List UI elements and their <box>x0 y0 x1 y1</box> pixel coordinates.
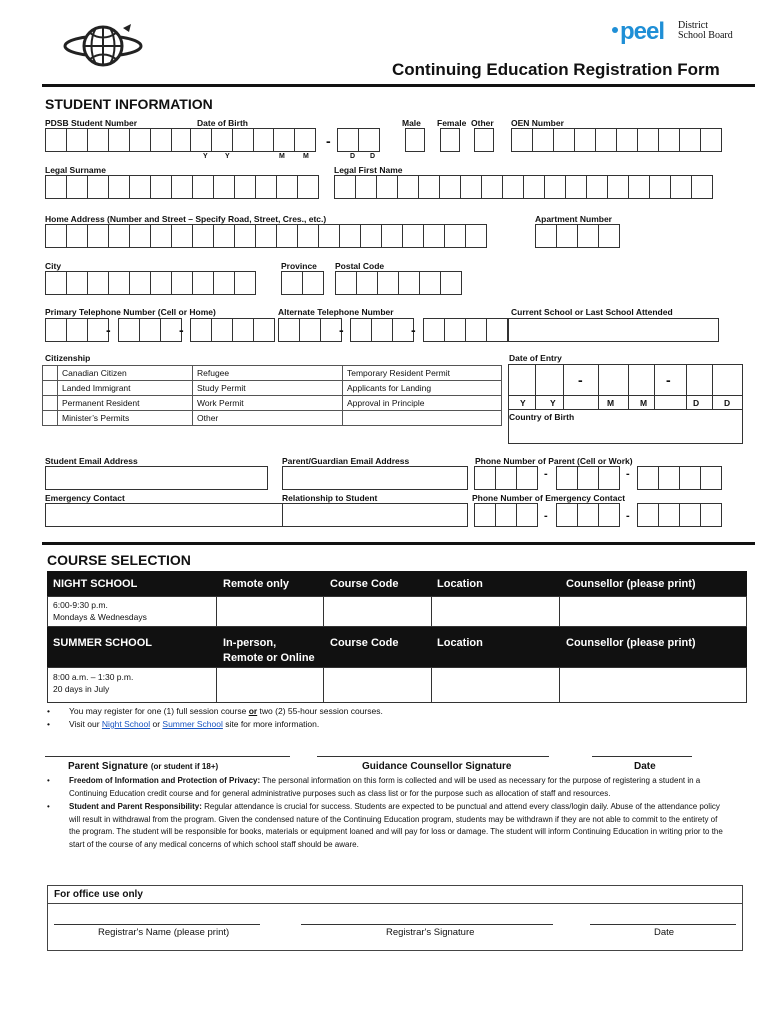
header-rule <box>42 84 755 87</box>
entry-m2: M <box>640 398 648 408</box>
dash: - <box>544 510 548 522</box>
entry-d2: D <box>724 398 731 408</box>
citizenship-option: Refugee <box>193 366 343 381</box>
office-date-line[interactable] <box>590 924 736 925</box>
parent-phone-label: Phone Number of Parent (Cell or Work) <box>475 456 633 466</box>
night-remote-label: Remote only <box>223 578 290 590</box>
apartment-label: Apartment Number <box>535 214 612 224</box>
surname-label: Legal Surname <box>45 165 106 175</box>
dash: - <box>411 322 416 338</box>
relationship-label: Relationship to Student <box>282 493 378 503</box>
alt-phone-label: Alternate Telephone Number <box>278 307 394 317</box>
dob-y2: Y <box>225 153 230 160</box>
dob-d2: D <box>370 153 376 160</box>
citizenship-option: Other <box>193 411 343 426</box>
province-boxes[interactable] <box>281 271 323 295</box>
night-time: 6:00-9:30 p.m. <box>53 600 108 610</box>
citizenship-checkbox[interactable] <box>43 381 58 396</box>
emergency-phone-area[interactable] <box>474 503 537 527</box>
course-note-1: • You may register for one (1) full session course or two (2) 55-hour session courses. <box>45 705 745 718</box>
night-location-label: Location <box>437 578 483 590</box>
night-school-link[interactable]: Night School <box>101 719 151 729</box>
primary-phone-label: Primary Telephone Number (Cell or Home) <box>45 307 216 317</box>
night-counsellor-label: Counsellor (please print) <box>566 578 696 590</box>
parent-signature-label: Parent Signature (or student if 18+) <box>68 761 219 772</box>
entry-d1: D <box>693 398 700 408</box>
citizenship-option: Temporary Resident Permit <box>343 366 502 381</box>
summer-counsellor-cell[interactable] <box>560 668 746 702</box>
summer-time: 8:00 a.m. – 1:30 p.m. <box>53 672 134 682</box>
dob-label: Date of Birth <box>197 118 248 128</box>
responsibility-note: • Student and Parent Responsibility: Regular attendance is crucial for success. Students are expected to be punctual and attend every class/login daily. Abuse of the attendance policy will result in withdrawal from the program. Given the condensed nature of the Continuing Education program, students may be withdrawn if they are not able to commit to the entirety of the program. The student will be responsible for books, materials or equipment loaned and will pay for loss or damage. The student will inform Continuing Education in writing prior to the start of the course of any medical concerns of which school staff should be aware. <box>45 801 725 851</box>
parent-phone-prefix[interactable] <box>556 466 619 490</box>
emergency-contact-label: Emergency Contact <box>45 493 125 503</box>
parent-phone-line[interactable] <box>637 466 721 490</box>
summer-mode-line1: In-person, <box>223 637 277 649</box>
course-note-2: • Visit our Night School or Summer School site for more information. <box>45 718 745 731</box>
registrar-name-line[interactable] <box>54 924 260 925</box>
citizenship-option: Approval in Principle <box>343 396 502 411</box>
summer-location-cell[interactable] <box>432 668 559 702</box>
emergency-contact-field[interactable] <box>45 503 296 527</box>
peel-logo-text: peel <box>620 18 665 45</box>
student-info-heading: STUDENT INFORMATION <box>45 96 213 112</box>
office-date-label: Date <box>654 927 675 938</box>
citizenship-option: Work Permit <box>193 396 343 411</box>
summer-course-code-label: Course Code <box>330 637 399 649</box>
night-location-cell[interactable] <box>432 597 559 626</box>
date-of-entry-label: Date of Entry <box>509 353 562 363</box>
citizenship-checkbox[interactable] <box>43 411 58 426</box>
female-checkbox[interactable] <box>440 128 460 152</box>
guidance-signature-label: Guidance Counsellor Signature <box>362 761 512 772</box>
signature-date-label: Date <box>634 761 656 772</box>
dash: - <box>106 322 111 338</box>
address-boxes[interactable] <box>45 224 486 248</box>
dash: - <box>339 322 344 338</box>
postal-boxes[interactable] <box>335 271 461 295</box>
citizenship-option <box>343 411 502 426</box>
emergency-phone-line[interactable] <box>637 503 721 527</box>
citizenship-option: Landed Immigrant <box>58 381 193 396</box>
citizenship-option: Applicants for Landing <box>343 381 502 396</box>
city-label: City <box>45 261 62 271</box>
summer-course-code-cell[interactable] <box>324 668 431 702</box>
parent-email-field[interactable] <box>282 466 468 490</box>
student-email-field[interactable] <box>45 466 268 490</box>
citizenship-option: Study Permit <box>193 381 343 396</box>
citizenship-checkbox[interactable] <box>43 366 58 381</box>
dob-month-boxes[interactable] <box>273 128 315 152</box>
summer-school-row <box>47 667 747 703</box>
entry-y1: Y <box>520 398 526 408</box>
male-checkbox[interactable] <box>405 128 425 152</box>
oen-label: OEN Number <box>511 118 564 128</box>
pdsb-number-boxes[interactable] <box>45 128 192 152</box>
peel-logo-line1: District <box>678 20 708 31</box>
course-selection-heading: COURSE SELECTION <box>47 552 191 568</box>
night-counsellor-cell[interactable] <box>560 597 746 626</box>
night-course-code-label: Course Code <box>330 578 399 590</box>
summer-mode-cell[interactable] <box>217 668 323 702</box>
citizenship-checkbox[interactable] <box>43 396 58 411</box>
office-use-box <box>47 885 743 951</box>
night-school-row <box>47 596 747 627</box>
date-of-entry-field[interactable] <box>508 364 743 410</box>
emergency-phone-label: Phone Number of Emergency Contact <box>472 493 626 503</box>
other-label: Other <box>471 118 494 128</box>
peel-logo-line2: School Board <box>678 30 733 41</box>
date-signature-line[interactable] <box>592 756 692 757</box>
other-checkbox[interactable] <box>474 128 494 152</box>
alt-phone-line[interactable] <box>423 318 507 342</box>
dash: - <box>179 322 184 338</box>
summer-school-link[interactable]: Summer School <box>162 719 223 729</box>
foi-note: • Freedom of Information and Protection of Privacy: The personal information on this form is collected and will be used as necessary for the purpose of registering a student in a Continuing Education credit course and for general administrative purposes such as class list or for the purpose such as allocation of staff and resources. <box>45 775 725 800</box>
alt-phone-prefix[interactable] <box>350 318 413 342</box>
night-remote-cell[interactable] <box>217 597 323 626</box>
citizenship-label: Citizenship <box>45 353 91 363</box>
alt-phone-area[interactable] <box>278 318 341 342</box>
city-boxes[interactable] <box>45 271 255 295</box>
province-label: Province <box>281 261 317 271</box>
first-name-label: Legal First Name <box>334 165 403 175</box>
male-label: Male <box>402 118 421 128</box>
parent-phone-area[interactable] <box>474 466 537 490</box>
dash: - <box>666 372 671 388</box>
registrar-name-label: Registrar's Name (please print) <box>98 927 230 938</box>
citizenship-option: Minister’s Permits <box>58 411 193 426</box>
course-notes <box>45 705 745 731</box>
pdsb-number-label: PDSB Student Number <box>45 118 138 128</box>
dob-d1: D <box>350 153 356 160</box>
peel-logo <box>612 18 742 48</box>
dob-m1: M <box>279 153 285 160</box>
dob-year-boxes[interactable] <box>190 128 274 152</box>
parent-signature-line[interactable] <box>45 756 290 757</box>
night-school-header <box>47 571 747 597</box>
form-title: Continuing Education Registration Form <box>392 60 720 79</box>
apartment-boxes[interactable] <box>535 224 619 248</box>
primary-phone-area[interactable] <box>45 318 108 342</box>
postal-label: Postal Code <box>335 261 385 271</box>
registrar-signature-label: Registrar's Signature <box>386 927 475 938</box>
night-course-code-cell[interactable] <box>324 597 431 626</box>
first-name-boxes[interactable] <box>334 175 712 199</box>
summer-school-label: SUMMER SCHOOL <box>53 637 152 649</box>
summer-location-label: Location <box>437 637 483 649</box>
citizenship-option: Permanent Resident <box>58 396 193 411</box>
primary-phone-line[interactable] <box>190 318 274 342</box>
student-email-label: Student Email Address <box>45 456 138 466</box>
dob-m2: M <box>303 153 309 160</box>
primary-phone-prefix[interactable] <box>118 318 181 342</box>
summer-counsellor-label: Counsellor (please print) <box>566 637 696 649</box>
address-label: Home Address (Number and Street – Specify Road, Street, Cres., etc.) <box>45 214 327 224</box>
dob-y1: Y <box>203 153 208 160</box>
section-rule <box>42 542 755 545</box>
policy-notes <box>45 775 725 851</box>
dash: - <box>578 372 583 388</box>
office-use-title: For office use only <box>54 889 143 900</box>
entry-y2: Y <box>550 398 556 408</box>
registrar-signature-line[interactable] <box>301 924 553 925</box>
summer-days: 20 days in July <box>53 684 110 694</box>
parent-email-label: Parent/Guardian Email Address <box>282 456 410 466</box>
emergency-phone-prefix[interactable] <box>556 503 619 527</box>
dash: - <box>544 468 548 480</box>
citizenship-table <box>42 365 502 426</box>
current-school-field[interactable] <box>508 318 719 342</box>
summer-mode-line2: Remote or Online <box>223 652 315 664</box>
summer-school-header <box>47 627 747 667</box>
current-school-label: Current School or Last School Attended <box>511 307 673 317</box>
night-school-label: NIGHT SCHOOL <box>53 578 138 590</box>
country-of-birth-label: Country of Birth <box>509 412 575 422</box>
entry-m1: M <box>607 398 615 408</box>
dash: - <box>626 468 630 480</box>
guidance-signature-line[interactable] <box>317 756 549 757</box>
surname-boxes[interactable] <box>45 175 318 199</box>
female-label: Female <box>437 118 467 128</box>
citizenship-option: Canadian Citizen <box>58 366 193 381</box>
relationship-field[interactable] <box>282 503 468 527</box>
dash: - <box>326 133 331 149</box>
globe-logo <box>63 20 143 72</box>
oen-boxes[interactable] <box>511 128 721 152</box>
night-days: Mondays & Wednesdays <box>53 612 147 622</box>
dob-day-boxes[interactable] <box>337 128 379 152</box>
dash: - <box>626 510 630 522</box>
